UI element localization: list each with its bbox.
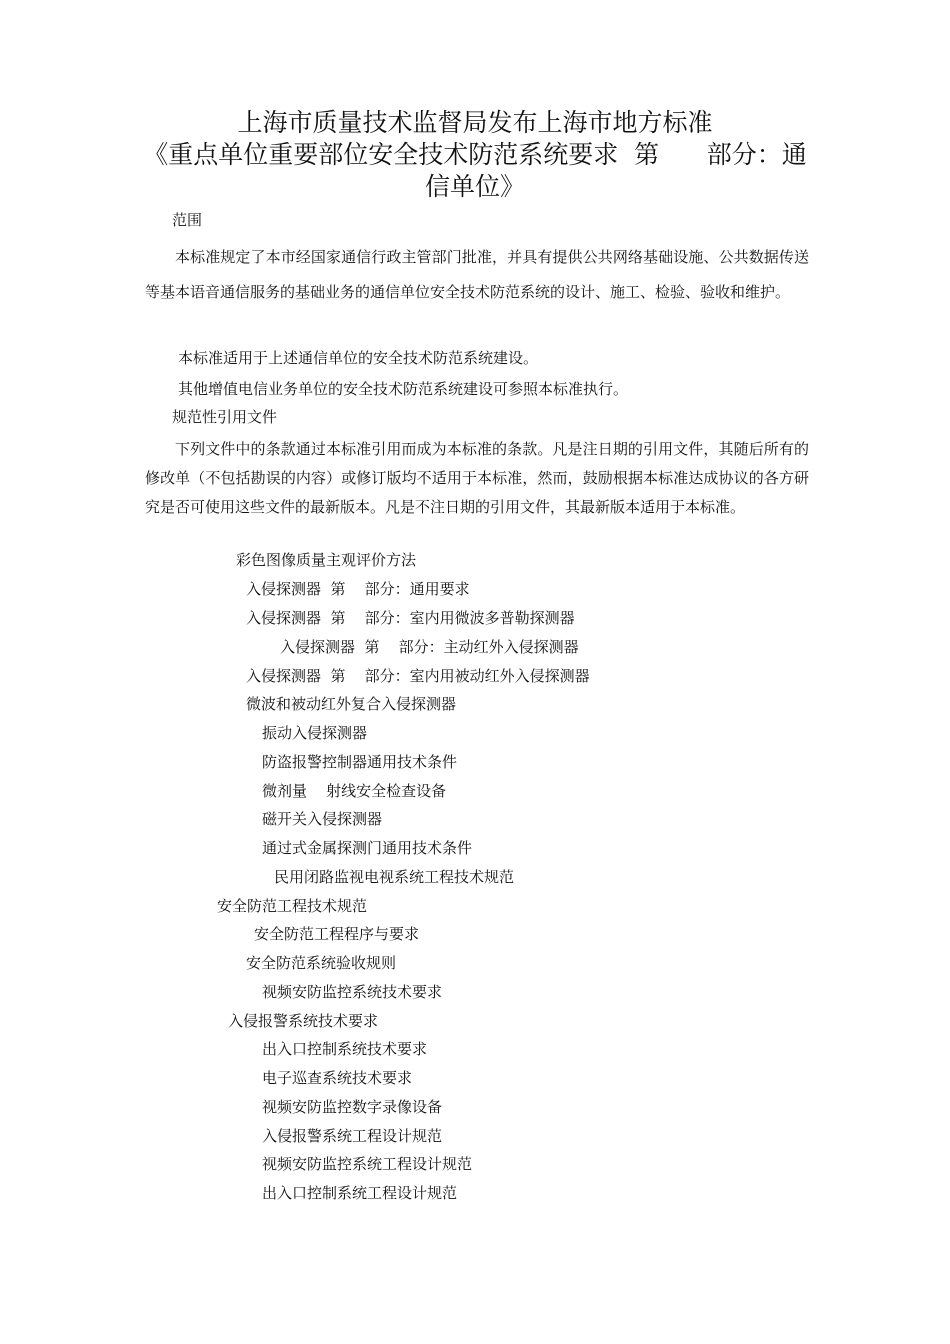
document-title-line-3: 信单位》 bbox=[424, 172, 525, 201]
scope-applicability: 本标准适用于上述通信单位的安全技术防范系统建设。 bbox=[178, 349, 539, 367]
scope-reference-note: 其他增值电信业务单位的安全技术防范系统建设可参照本标准执行。 bbox=[178, 380, 629, 398]
normative-references-heading: 规范性引用文件 bbox=[172, 408, 278, 426]
reference-item: 视频安防监控系统工程设计规范 bbox=[262, 1155, 473, 1173]
reference-item: 安全防范工程技术规范 bbox=[217, 897, 368, 915]
scope-heading: 范围 bbox=[172, 211, 203, 229]
reference-item: 入侵报警系统技术要求 bbox=[228, 1012, 379, 1030]
document-title-line-1: 上海市质量技术监督局发布上海市地方标准 bbox=[237, 108, 713, 137]
reference-item: 安全防范系统验收规则 bbox=[246, 954, 397, 972]
reference-item: 视频安防监控数字录像设备 bbox=[262, 1098, 443, 1116]
reference-item: 通过式金属探测门通用技术条件 bbox=[262, 839, 473, 857]
reference-item: 视频安防监控系统技术要求 bbox=[262, 983, 443, 1001]
reference-item: 入侵探测器 第 部分：室内用微波多普勒探测器 bbox=[246, 609, 575, 627]
reference-item: 出入口控制系统工程设计规范 bbox=[262, 1184, 458, 1202]
reference-item: 振动入侵探测器 bbox=[262, 724, 368, 742]
scope-paragraph: 本标准规定了本市经国家通信行政主管部门批准，并具有提供公共网络基础设施、公共数据传送等基本语音通信服务的基础业务的通信单位安全技术防范系统的设计、施工、检验、验收和维护。 bbox=[145, 248, 809, 301]
reference-item: 电子巡查系统技术要求 bbox=[262, 1069, 413, 1087]
document-title-line-2: 《重点单位重要部位安全技术防范系统要求 第 部分：通 bbox=[143, 140, 807, 169]
reference-item: 磁开关入侵探测器 bbox=[262, 810, 383, 828]
reference-item: 微剂量 射线安全检查设备 bbox=[262, 782, 447, 800]
reference-item: 彩色图像质量主观评价方法 bbox=[236, 551, 417, 569]
reference-item: 安全防范工程程序与要求 bbox=[254, 925, 420, 943]
reference-item: 出入口控制系统技术要求 bbox=[262, 1040, 428, 1058]
reference-item: 入侵探测器 第 部分：主动红外入侵探测器 bbox=[280, 638, 579, 656]
reference-item: 入侵探测器 第 部分：通用要求 bbox=[246, 580, 470, 598]
reference-item: 入侵探测器 第 部分：室内用被动红外入侵探测器 bbox=[246, 667, 590, 685]
reference-item: 微波和被动红外复合入侵探测器 bbox=[246, 695, 457, 713]
normative-references-paragraph: 下列文件中的条款通过本标准引用而成为本标准的条款。凡是注日期的引用文件，其随后所有的修改单（不包括勘误的内容）或修订版均不适用于本标准，然而，鼓励根据本标准达成协议的各方研究是否可使用这些文件的最新版本。凡是不注日期的引用文件，其最新版本适用于本标准。 bbox=[145, 440, 809, 516]
reference-item: 防盗报警控制器通用技术条件 bbox=[262, 753, 458, 771]
reference-item: 民用闭路监视电视系统工程技术规范 bbox=[274, 868, 515, 886]
reference-item: 入侵报警系统工程设计规范 bbox=[262, 1127, 443, 1145]
